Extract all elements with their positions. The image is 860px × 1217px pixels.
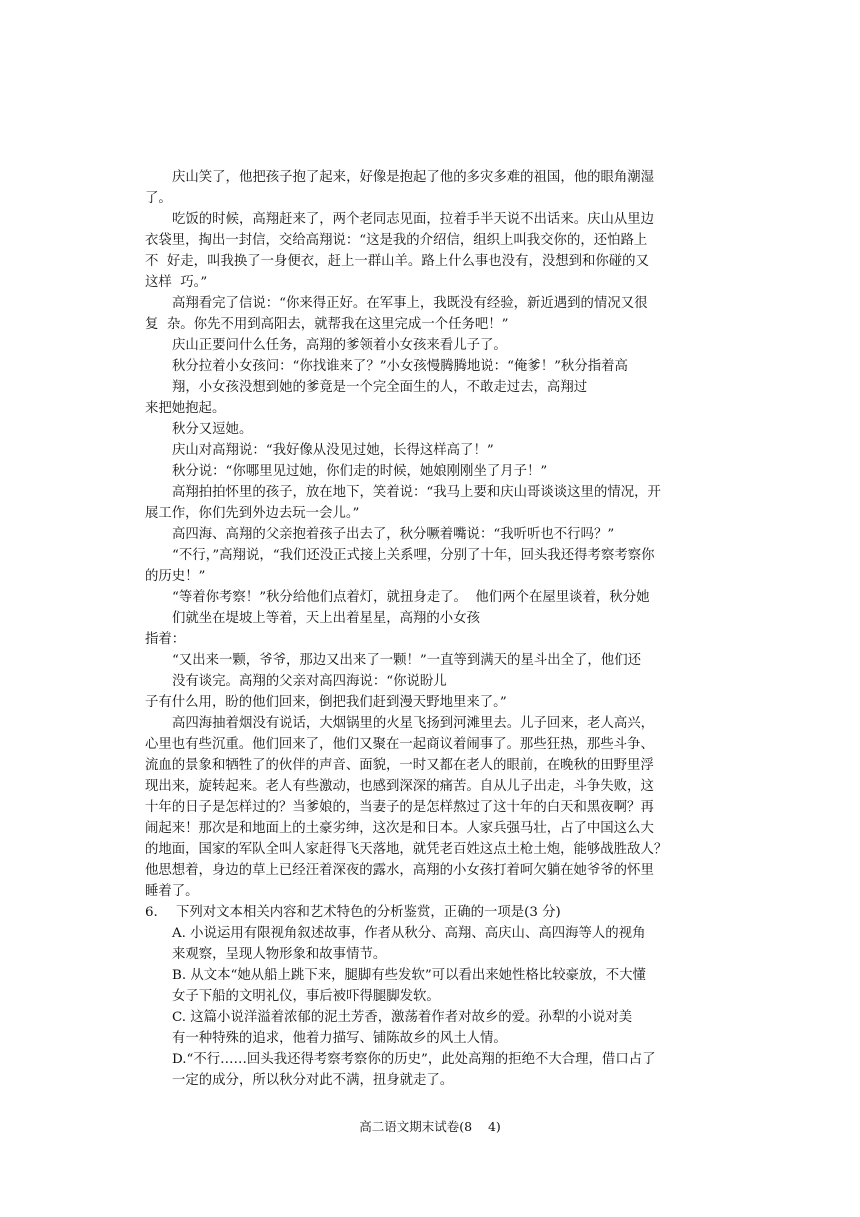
text-line: 吃饭的时候，高翔赶来了，两个老同志见面，拉着手半天说不出话来。庆山从里边 (172, 212, 655, 227)
text-line: 衣袋里，掏出一封信，交给高翔说：“这是我的介绍信，组织上叫我交你的，还怕路上 (145, 233, 648, 248)
text-line: 高四海抽着烟没有说话，大烟锅里的火星飞扬到河滩里去。儿子回来，老人高兴， (172, 716, 655, 731)
text-line: 的地面，国家的军队全叫人家赶得飞天落地，就凭老百姓这点土枪土炮，能够战胜敌人？ (145, 842, 668, 857)
text-line: 秋分拉着小女孩问：“你找谁来了？”小女孩慢腾腾地说：“俺爹！”秋分指着高 (172, 359, 628, 374)
text-line: 指着： (145, 632, 186, 647)
text-line: 复 杂。你先不用到高阳去，就帮我在这里完成一个任务吧！” (145, 317, 509, 332)
text-line: 心里也有些沉重。他们回来了，他们又聚在一起商议着闹事了。那些狂热，那些斗争、 (145, 737, 654, 752)
text-line: 子有什么用，盼的他们回来，倒把我们赶到漫天野地里来了。” (145, 695, 507, 710)
option-b: B. 从文本“她从船上跳下来，腿脚有些发软”可以看出来她性格比较豪放，不大懂 (172, 968, 646, 983)
text-line: 展工作，你们先到外边去玩一会儿。” (145, 506, 360, 521)
text-line: 这样 巧。” (145, 275, 208, 290)
text-line: 翔，小女孩没想到她的爹竟是一个完全面生的人，不敢走过去，高翔过 (172, 380, 588, 395)
text-line: 没有谈完。高翔的父亲对高四海说：“你说盼儿 (172, 674, 447, 689)
text-line: 十年的日子是怎样过的？当爹娘的，当妻子的是怎样熬过了这十年的白天和黑夜啊？再 (145, 800, 654, 815)
text-line: 庆山笑了，他把孩子抱了起来，好像是抱起了他的多灾多难的祖国，他的眼角潮湿 (172, 170, 655, 185)
option-a-continued: 来观察，呈现人物形象和故事情节。 (172, 947, 387, 962)
text-line: 高四海、高翔的父亲抱着孩子出去了，秋分噘着嘴说：“我听听也不行吗？” (172, 527, 615, 542)
question-number: 6. (145, 905, 158, 920)
option-d-continued: 一定的成分，所以秋分对此不满，扭身就走了。 (172, 1073, 454, 1088)
option-d: D.“不行……回头我还得考察考察你的历史”，此处高翔的拒绝不大合理，借口占了 (172, 1052, 656, 1067)
text-line: 秋分说：“你哪里见过她，你们走的时候，她娘刚刚坐了月子！” (172, 464, 548, 479)
text-line: 闹起来！那次是和地面上的土豪劣绅，这次是和日本。人家兵强马壮，占了中国这么大 (145, 821, 654, 836)
text-line: “又出来一颗，爷爷，那边又出来了一颗！”一直等到满天的星斗出全了，他们还 (172, 653, 641, 668)
text-line: 流血的景象和牺牲了的伙伴的声音、面貌，一时又都在老人的眼前，在晚秋的田野里浮 (145, 758, 654, 773)
text-line: 现出来，旋转起来。老人有些激动，也感到深深的痛苦。自从儿子出走，斗争失败，这 (145, 779, 654, 794)
question-stem: 下列对文本相关内容和艺术特色的分析鉴赏，正确的一项是(3 分) (176, 905, 561, 920)
text-line: 庆山对高翔说：“我好像从没见过她，长得这样高了！” (172, 443, 494, 458)
text-line: 庆山正要问什么任务，高翔的爹领着小女孩来看儿子了。 (172, 338, 507, 353)
text-line: “等着你考察！”秋分给他们点着灯，就扭身走了。 他们两个在屋里谈着，秋分她 (172, 590, 650, 605)
text-line: 秋分又逗她。 (172, 422, 253, 437)
page-footer: 高二语文期末试卷(8 4) (359, 1119, 501, 1134)
text-line: 高翔拍拍怀里的孩子，放在地下，笑着说：“我马上要和庆山哥谈谈这里的情况，开 (172, 485, 661, 500)
text-line: 高翔看完了信说：“你来得正好。在军事上，我既没有经验，新近遇到的情况又很 (172, 296, 648, 311)
option-b-continued: 女子下船的文明礼仪，事后被吓得腿脚发软。 (172, 989, 440, 1004)
text-line: 不 好走，叫我换了一身便衣，赶上一群山羊。路上什么事也没有，没想到和你碰的又 (145, 254, 649, 269)
text-line: 睡着了。 (145, 884, 199, 899)
text-line: 来把她抱起。 (145, 401, 226, 416)
option-c-continued: 有一种特殊的追求，他着力描写、铺陈故乡的风土人情。 (172, 1031, 507, 1046)
option-c: C. 这篇小说洋溢着浓郁的泥土芳香，激荡着作者对故乡的爱。孙犁的小说对美 (172, 1010, 633, 1025)
text-line: 们就坐在堤坡上等着，天上出着星星，高翔的小女孩 (172, 611, 480, 626)
text-line: 他思想着，身边的草上已经汪着深夜的露水，高翔的小女孩打着呵欠躺在她爷爷的怀里 (145, 863, 654, 878)
text-line: “不行，”高翔说，“我们还没正式接上关系哩，分别了十年，回头我还得考察考察你 (172, 548, 655, 563)
text-line: 的历史！” (145, 569, 206, 584)
option-a: A. 小说运用有限视角叙述故事，作者从秋分、高翔、高庆山、高四海等人的视角 (172, 926, 646, 941)
text-line: 了。 (145, 191, 172, 206)
